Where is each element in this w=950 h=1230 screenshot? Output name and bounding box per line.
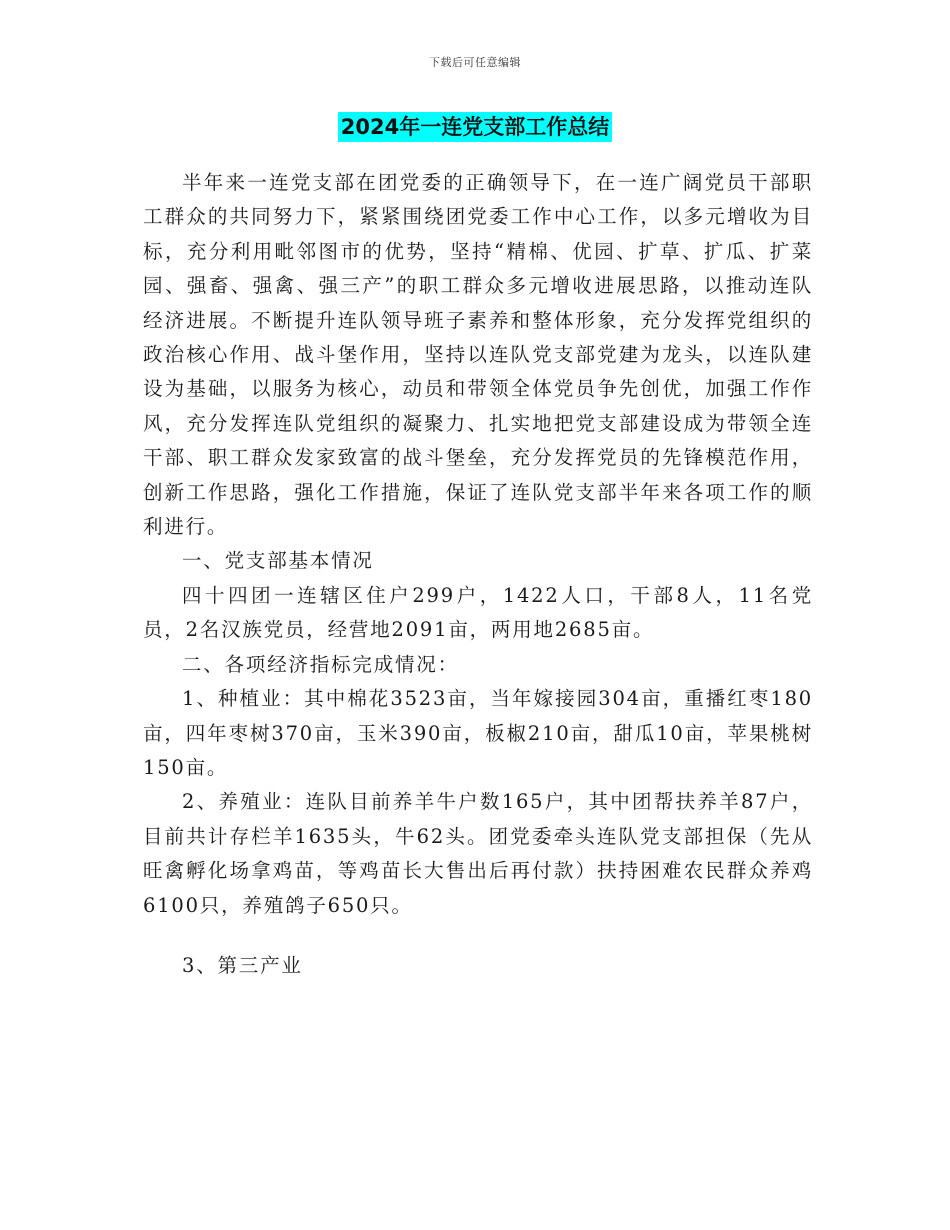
title-container xyxy=(0,112,950,142)
document-body xyxy=(143,166,813,983)
section-heading-basic-info: 一、党支部基本情况 xyxy=(182,549,374,573)
paragraph-basic-info: 四十四团一连辖区住户299户，1422人口，干部8人，11名党员，2名汉族党员，经营地2091亩，两用地2685亩。 xyxy=(143,583,813,642)
document-title: 2024年一连党支部工作总结 xyxy=(338,112,612,142)
paragraph-breeding: 2、养殖业：连队目前养羊牛户数165户，其中团帮扶养羊87户，目前共计存栏羊1635头，牛62头。团党委牵头连队党支部担保（先从旺禽孵化场拿鸡苗，等鸡苗长大售出后再付款）扶持困难农民群众养鸡6100只，养殖鸽子650只。 xyxy=(143,790,813,917)
paragraph-planting: 1、种植业：其中棉花3523亩，当年嫁接园304亩，重播红枣180亩，四年枣树370亩，玉米390亩，板椒210亩，甜瓜10亩，苹果桃树150亩。 xyxy=(143,687,813,779)
paragraph-intro: 半年来一连党支部在团党委的正确领导下，在一连广阔党员干部职工群众的共同努力下，紧紧围绕团党委工作中心工作，以多元增收为目标，充分利用毗邻图市的优势，坚持“精棉、优园、扩草、扩瓜、扩菜园、强畜、强禽、强三产”的职工群众多元增收进展思路，以推动连队经济进展。不断提升连队领导班子素养和整体形象，充分发挥党组织的政治核心作用、战斗堡作用，坚持以连队党支部党建为龙头，以连队建设为基础，以服务为核心，动员和带领全体党员争先创优，加强工作作风，充分发挥连队党组织的凝聚力、扎实地把党支部建设成为带领全连干部、职工群众发家致富的战斗堡垒，充分发挥党员的先锋模范作用，创新工作思路，强化工作措施，保证了连队党支部半年来各项工作的顺利进行。 xyxy=(143,171,813,539)
header-note: 下载后可任意编辑 xyxy=(429,56,521,69)
paragraph-tertiary-industry: 3、第三产业 xyxy=(182,953,303,977)
section-heading-economic-indicators: 二、各项经济指标完成情况： xyxy=(182,652,459,676)
